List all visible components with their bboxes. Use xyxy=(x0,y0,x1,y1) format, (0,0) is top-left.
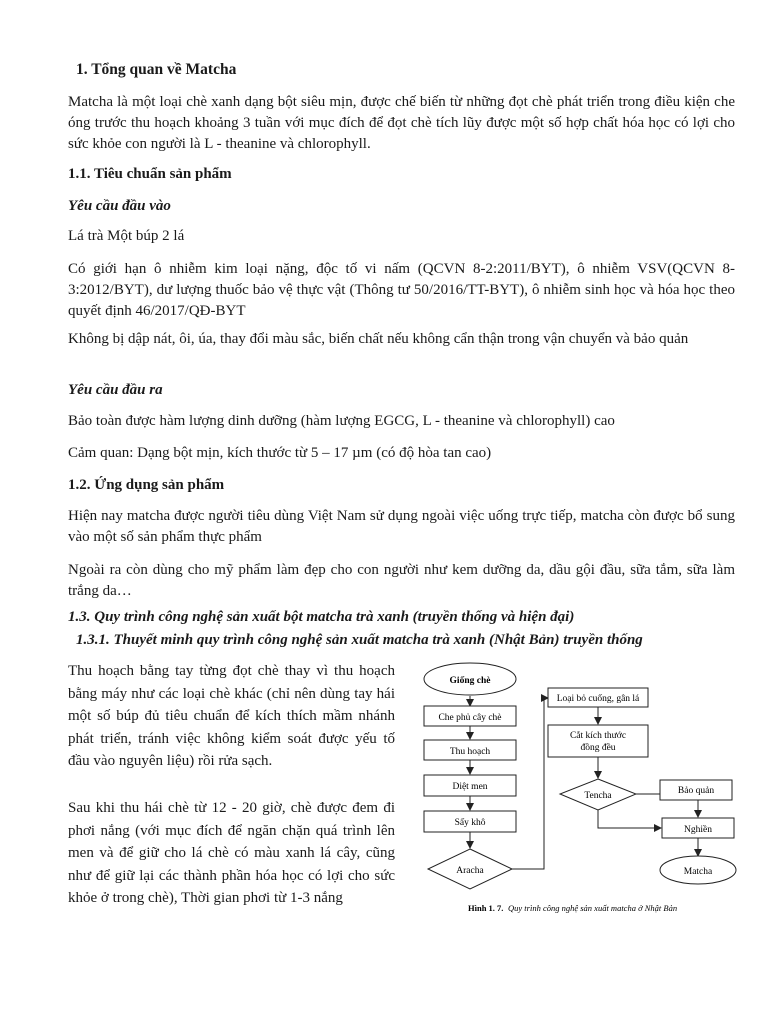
node-cut-label-1: Cắt kích thước xyxy=(569,731,627,741)
process-paragraph-2: Sau khi thu hái chè từ 12 - 20 giờ, chè được đem đi phơi nắng (với mục đích để ngăn chặn quá trình lên men và để giữ cho lá chè có màu xanh lá cây, cũng như để giữ lại các thành phần hóa học có lợi cho sức khỏe ở trong chè), Thời gian phơi từ 1-3 nắng xyxy=(68,800,395,906)
output-paragraph-2: Cảm quan: Dạng bột mịn, kích thước từ 5 – 17 µm (có độ hòa tan cao) xyxy=(68,445,492,461)
node-step4-label: Sấy khô xyxy=(454,818,486,828)
section-1-3-1-title: 1.3.1. Thuyết minh quy trình công nghệ sản xuất matcha trà xanh (Nhật Bản) truyền thống xyxy=(76,632,643,648)
section-1-1-title: 1.1. Tiêu chuẩn sản phẩm xyxy=(68,166,232,182)
input-paragraph-1: Lá trà Một búp 2 lá xyxy=(68,228,185,244)
node-grind-label: Nghiền xyxy=(684,825,712,835)
node-step1-label: Che phủ cây chè xyxy=(438,713,502,723)
node-tencha-label: Tencha xyxy=(584,791,612,801)
heading-1: 1. Tổng quan về Matcha xyxy=(76,61,237,78)
figure-caption-text: Quy trình công nghệ sản xuất matcha ở Nhật Bản xyxy=(508,903,678,913)
application-paragraph-2: Ngoài ra còn dùng cho mỹ phẩm làm đẹp cho con người như kem dưỡng da, dầu gội đầu, sữa tắm, sữa làm trắng da… xyxy=(68,562,735,599)
section-1-3-title: 1.3. Quy trình công nghệ sản xuất bột matcha trà xanh (truyền thống và hiện đại) xyxy=(68,609,575,625)
section-1-2-title: 1.2. Ứng dụng sản phẩm xyxy=(68,477,225,493)
output-paragraph-1: Bảo toàn được hàm lượng dinh dưỡng (hàm lượng EGCG, L - theanine và chlorophyll) cao xyxy=(68,413,615,429)
intro-paragraph: Matcha là một loại chè xanh dạng bột siêu mịn, được chế biến từ những đọt chè phát triển trong điều kiện che óng trước thu hoạch khoảng 3 tuần với mục đích để đọt chè tích lũy được một số hợp chất hóa học có lợi cho sức khỏe con người là L - theanine và chlorophyll. xyxy=(68,94,735,152)
matcha-process-flowchart xyxy=(408,660,738,922)
node-step3-label: Diệt men xyxy=(452,782,488,792)
figure-caption-label: Hình 1. 7. xyxy=(468,903,504,913)
node-store-label: Bảo quản xyxy=(677,786,715,796)
node-step2-label: Thu hoạch xyxy=(449,747,491,757)
node-cut-label-2: đồng đều xyxy=(580,743,616,753)
input-paragraph-2: Có giới hạn ô nhiễm kim loại nặng, độc tố vi nấm (QCVN 8-2:2011/BYT), ô nhiễm VSV(QCVN 8-3:2012/BYT), dư lượng thuốc bảo vệ thực vật (Thông tư 50/2016/TT-BYT), ô nhiễm sinh học và hóa học theo quyết định 46/2017/QĐ-BYT xyxy=(68,261,735,319)
input-requirements-title: Yêu cầu đầu vào xyxy=(68,198,171,214)
process-paragraph-1: Thu hoạch bằng tay từng đọt chè thay vì thu hoạch bằng máy như các loại chè khác (chỉ nên dùng tay hái một số búp đủ tiêu chuẩn để kích thích mầm nhánh phát triển, tránh việc không kiểm soát được yếu tố đầu vào nguyên liệu) rồi rửa sạch. xyxy=(68,663,395,769)
node-aracha-label: Aracha xyxy=(456,866,484,876)
node-start-label: Giống chè xyxy=(449,676,491,686)
application-paragraph-1: Hiện nay matcha được người tiêu dùng Việt Nam sử dụng ngoài việc uống trực tiếp, matcha còn được bổ sung vào một số sản phẩm thực phẩm xyxy=(68,508,735,545)
output-requirements-title: Yêu cầu đầu ra xyxy=(68,382,163,398)
input-paragraph-3: Không bị dập nát, ôi, úa, thay đổi màu sắc, biến chất nếu không cẩn thận trong vận chuyển và bảo quản xyxy=(68,331,689,347)
node-matcha-label: Matcha xyxy=(683,867,713,877)
node-sort-label: Loại bỏ cuống, gân lá xyxy=(556,694,640,704)
